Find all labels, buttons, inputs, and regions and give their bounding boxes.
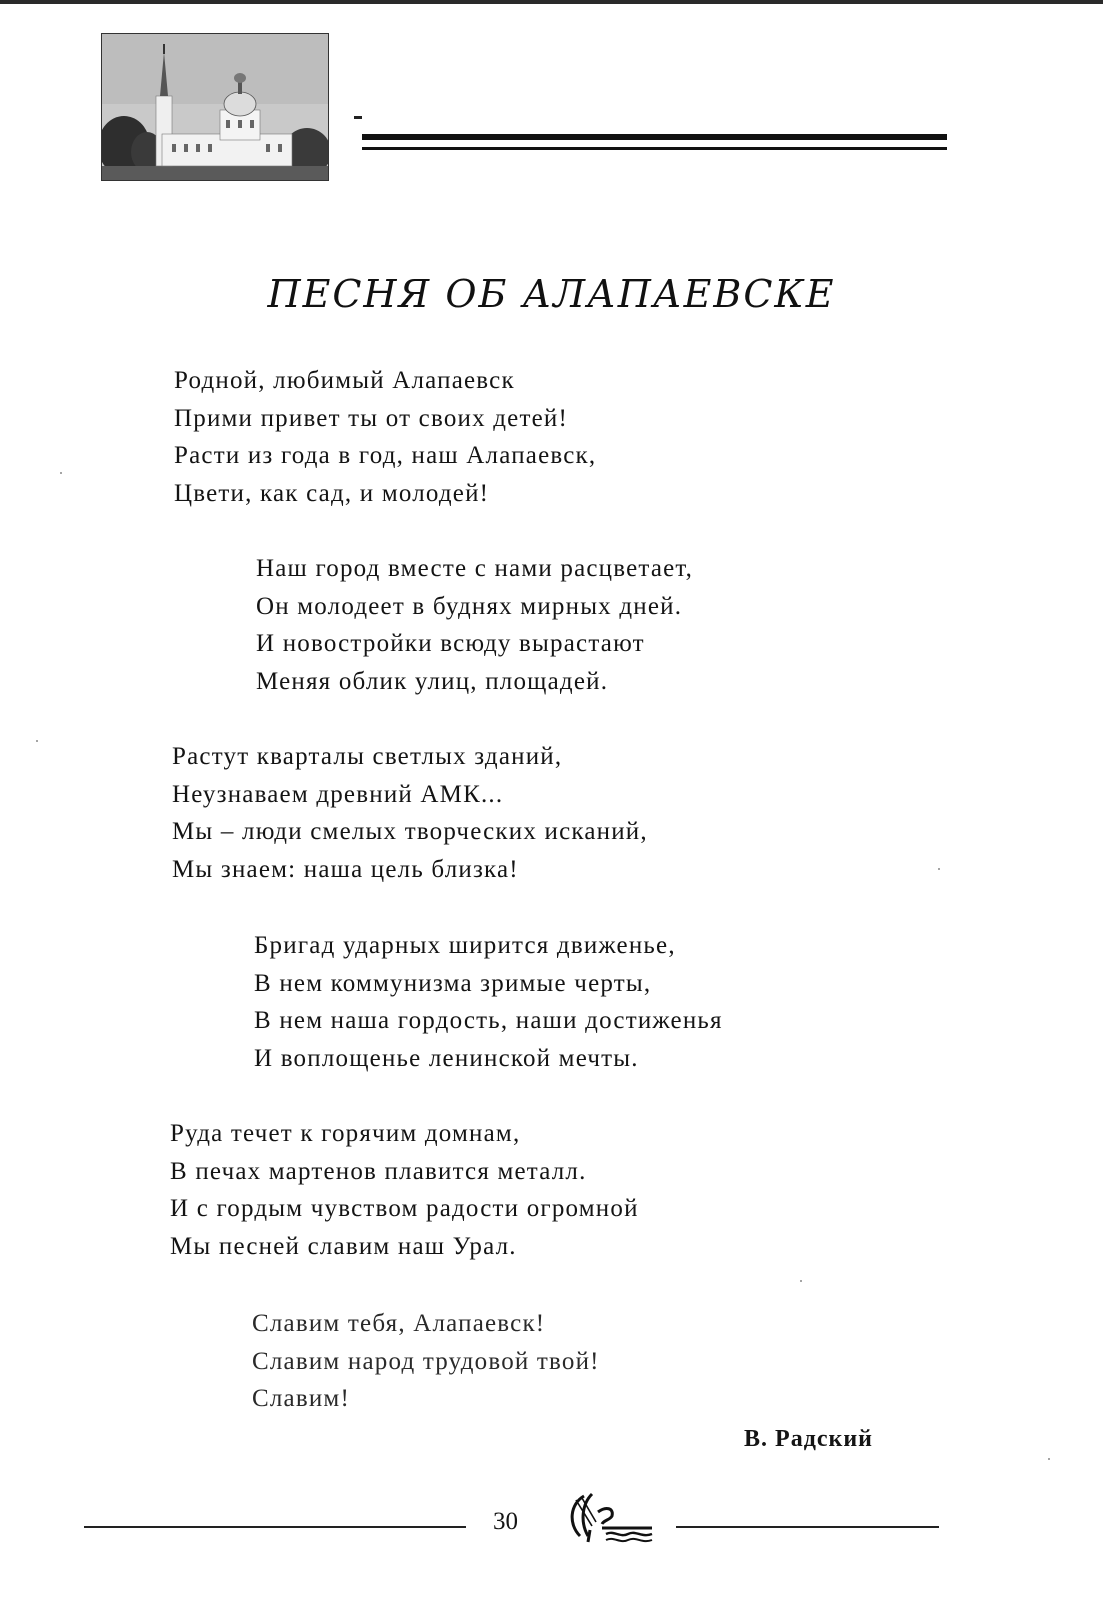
lyre-emblem-icon xyxy=(562,1490,658,1546)
poem-line: Мы песней славим наш Урал. xyxy=(170,1232,517,1260)
poem-line: И воплощенье ленинской мечты. xyxy=(254,1044,639,1072)
poem-line: В печах мартенов плавится металл. xyxy=(170,1157,587,1185)
scan-speck xyxy=(938,868,940,870)
page-top-edge xyxy=(0,0,1103,4)
author-signature: В. Радский xyxy=(744,1426,873,1452)
header-rule-thin xyxy=(362,147,947,150)
poem-line: Руда течет к горячим домнам, xyxy=(170,1120,521,1147)
header-rule-thick xyxy=(362,134,947,140)
header-rules xyxy=(362,134,947,150)
poem-line: Мы – люди смелых творческих исканий, xyxy=(172,818,648,845)
page-title: ПЕСНЯ ОБ АЛАПАЕВСКЕ xyxy=(267,272,836,316)
poem-line: Родной, любимый Алапаевск xyxy=(174,367,515,394)
footer-rule-right xyxy=(676,1526,939,1528)
poem-line: Растут кварталы светлых зданий, xyxy=(172,743,563,770)
page-number: 30 xyxy=(493,1508,518,1535)
poem-line: И с гордым чувством радости огромной xyxy=(170,1195,639,1222)
poem-line: Цвети, как сад, и молодей! xyxy=(174,479,490,507)
stanza-1 xyxy=(174,362,596,512)
poem-line: Наш город вместе с нами расцветает, xyxy=(256,555,694,582)
poem-line: Расти из года в год, наш Алапаевск, xyxy=(174,442,597,469)
footer-rule-left xyxy=(84,1526,466,1528)
stanza-2 xyxy=(256,550,693,700)
scan-speck xyxy=(1048,1458,1050,1460)
poem-line: Бригад ударных ширится движенье, xyxy=(254,932,676,959)
poem-line: Славим! xyxy=(252,1385,350,1412)
poem-line: Прими привет ты от своих детей! xyxy=(174,404,568,432)
stanza-4 xyxy=(254,927,723,1077)
poem-line: Он молодеет в буднях мирных дней. xyxy=(256,592,683,620)
header-dash-mark xyxy=(354,116,362,119)
poem-line: Славим тебя, Алапаевск! xyxy=(252,1310,546,1337)
scan-speck xyxy=(800,1280,802,1282)
stanza-refrain xyxy=(252,1305,600,1418)
poem-line: В нем наша гордость, наши достиженья xyxy=(254,1007,723,1034)
poem-line: В нем коммунизма зримые черты, xyxy=(254,969,652,997)
scan-speck xyxy=(36,740,38,742)
scan-speck xyxy=(60,472,62,474)
poem-line: И новостройки всюду вырастают xyxy=(256,630,645,657)
stanza-3 xyxy=(172,738,648,888)
poem-line: Неузнаваем древний АМК... xyxy=(172,780,504,808)
poem-line: Меняя облик улиц, площадей. xyxy=(256,667,609,695)
poem-line: Славим народ трудовой твой! xyxy=(252,1347,600,1375)
stanza-5 xyxy=(170,1115,639,1265)
poem-line: Мы знаем: наша цель близка! xyxy=(172,855,519,883)
church-photo-icon xyxy=(101,33,329,181)
